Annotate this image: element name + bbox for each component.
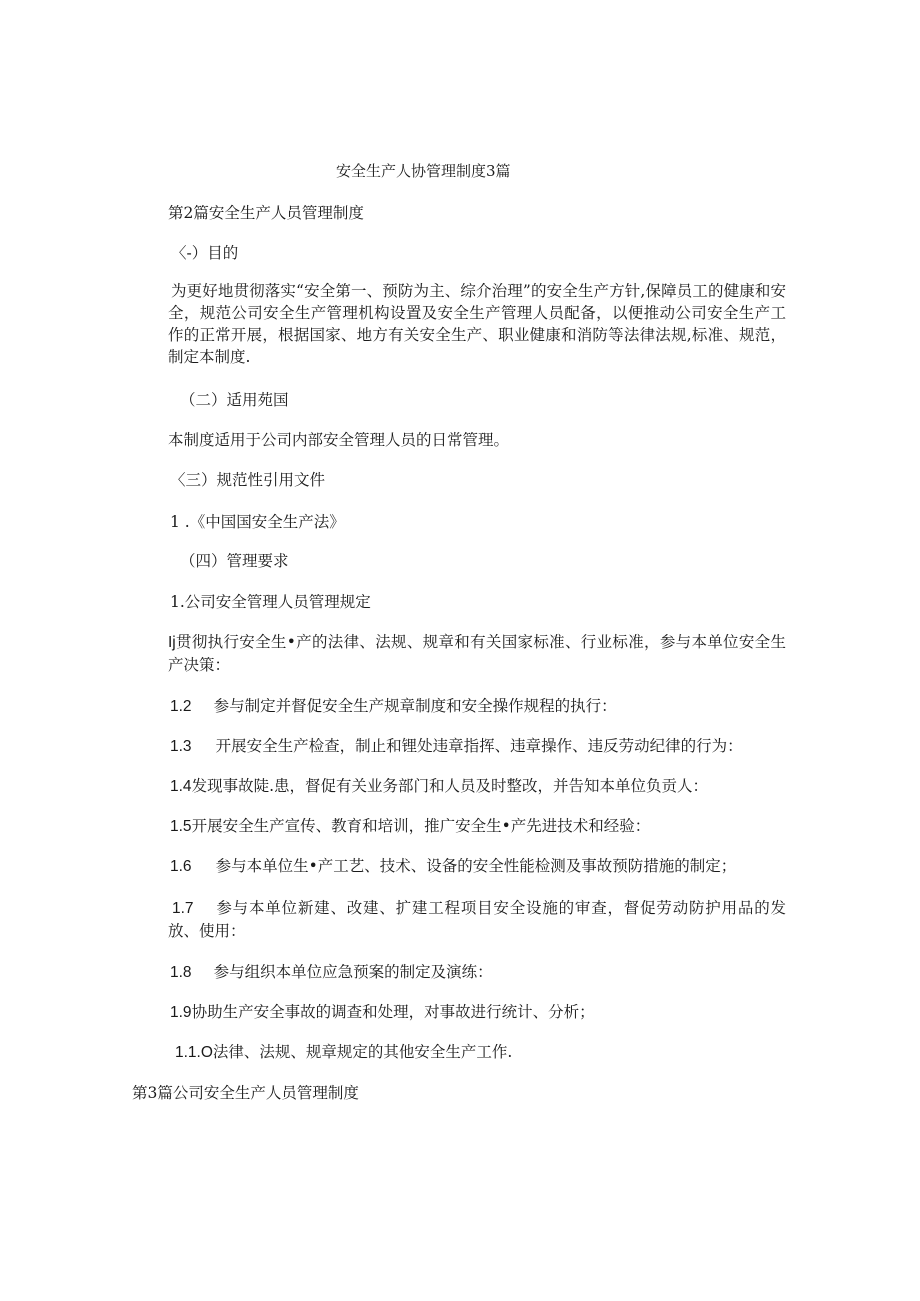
- rule-item-number: 1.3: [170, 738, 192, 755]
- rule-item: [170, 1003, 595, 1022]
- rule-item-text: 法律、法规、规章规定的其他安全生产工作.: [212, 1043, 513, 1061]
- rule-item-number: 1.2: [170, 698, 192, 715]
- rule-item-number: 1.7: [172, 900, 194, 917]
- section4-heading: （四）管理要求: [180, 552, 289, 570]
- rule-item-number: 1.4: [170, 778, 192, 795]
- rule-item-number: 1.6: [170, 858, 192, 875]
- rule-item-text: 开展安全生产宣传、教育和培训，推广安全生•产先进技术和经验：: [191, 817, 651, 835]
- chapter3-heading: 第3篇公司安全生产人员管理制度: [132, 1084, 359, 1102]
- rule-item: [170, 737, 743, 756]
- rule-item-number: 1.8: [170, 964, 192, 981]
- section3-item-1: 1 .《中国国安全生产法》: [170, 513, 345, 531]
- section1-heading: 〈-）目的: [171, 244, 239, 262]
- section1-body: 为更好地贯彻落实“安全第一、预防为主、综介治理”的安全生产方针,保障员工的健康和安全，规范公司安全生产管理机构设置及安全生产管理人员配备，以便推动公司安全生产工作的正常开展，根据国家、地方有关安全生产、职业健康和消防等法律法规,标准、规范，制定本制度.: [168, 282, 786, 366]
- rule-item-text: 参与组织本单位应急预案的制定及演练：: [213, 963, 493, 981]
- rule-item-text: 协助生产安全事故的调查和处理，对事故进行统计、分析；: [191, 1003, 595, 1021]
- rule-item-number: 1.9: [170, 1004, 192, 1021]
- rule-heading: 1.公司安全管理人员管理规定: [170, 593, 371, 611]
- section3-heading: 〈三）规范性引用文件: [170, 471, 326, 489]
- rule-item-text: 发现事故陡.患，督促有关业务部门和人员及时整改，并告知本单位负贡人：: [191, 777, 708, 795]
- section2-heading: （二）适用苑国: [180, 391, 289, 409]
- rule-item: [170, 777, 708, 796]
- rule-item: [175, 1043, 512, 1062]
- rule-item-text: 贯彻执行安全生•产的法律、法规、规章和有关国家标准、行业标准，参与本单位安全生产决策：: [168, 633, 786, 674]
- chapter2-heading: 第2篇安全生产人员管理制度: [168, 204, 364, 222]
- rule-item: [168, 631, 786, 676]
- rule-item-number: 1.1.O: [175, 1044, 213, 1061]
- rule-item-number: 1.5: [170, 818, 192, 835]
- document-title: 安全生产人协管理制度3篇: [336, 162, 511, 180]
- rule-item-text: 参与本单位新建、改建、扩建工程项目安全设施的审查，督促劳动防护用品的发放、使用：: [168, 899, 786, 940]
- rule-item-number: Ij: [168, 634, 176, 651]
- rule-item: [170, 857, 736, 876]
- rule-item-text: 参与制定并督促安全生产规章制度和安全操作规程的执行：: [213, 697, 617, 715]
- section2-body: 本制度适用于公司内部安全管理人员的日常管理。: [168, 431, 510, 449]
- rule-item-text: 参与本单位生•产工艺、技术、设备的安全性能检测及事故预防措施的制定；: [215, 857, 737, 875]
- rule-item: [170, 817, 650, 836]
- rule-item-text: 开展安全生产检查，制止和锂处违章指挥、违章操作、违反劳动纪律的行为：: [215, 737, 743, 755]
- rule-item: [170, 697, 617, 716]
- rule-item: [170, 963, 493, 982]
- rule-item: [168, 897, 786, 942]
